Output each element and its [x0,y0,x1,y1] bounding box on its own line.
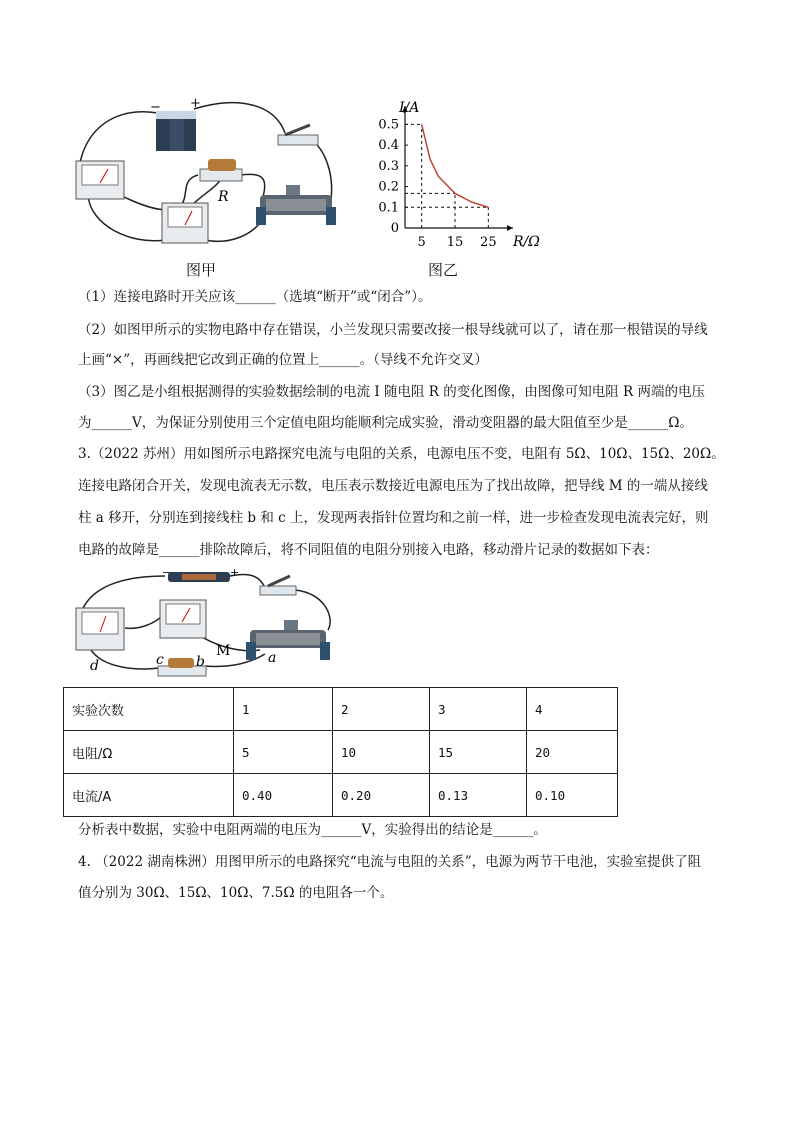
table-cell: 电流/A [64,774,234,817]
table-cell: 0.10 [527,774,618,817]
figure-caption-left: 图甲 [186,261,217,279]
x-axis-label: R/Ω [513,234,540,250]
table-row [64,731,618,774]
q4-line2: 值分别为 30Ω、15Ω、10Ω、7.5Ω 的电阻各一个。 [78,885,394,901]
battery2-plus: + [230,566,240,579]
resistor-label: R [218,189,229,205]
battery-icon-2 [168,572,230,582]
ammeter-icon [162,203,208,243]
circuit-figure-1 [70,95,350,255]
table-cell: 20 [527,731,618,774]
q2-part3-line1: （3）图乙是小组根据测得的实验数据绘制的电流 I 随电阻 R 的变化图像，由图像可知电阻 R 两端的电压 [78,384,705,400]
table-cell: 实验次数 [64,688,234,731]
y-tick-label: 0.2 [378,179,399,195]
q3-line4: 电路的故障是______排除故障后，将不同阻值的电阻分别接入电路，移动滑片记录的数据如下表： [78,542,659,558]
table-row [64,688,618,731]
switch-icon [278,125,318,145]
battery2-minus: − [162,566,172,579]
q3-line1: 3.（2022 苏州）用如图所示电路探究电流与电阻的关系，电源电压不变，电阻有 5Ω、10Ω、15Ω、20Ω。 [78,446,725,462]
ammeter-icon-2 [76,608,124,650]
after-table-text: 分析表中数据，实验中电阻两端的电压为______V，实验得出的结论是______。 [78,822,547,838]
table-cell: 0.20 [333,774,430,817]
table-cell: 3 [430,688,527,731]
x-tick-label: 25 [480,235,497,250]
voltmeter-icon [76,161,124,199]
x-tick-label: 5 [417,235,426,250]
battery-icon [156,111,196,151]
resistor-icon [200,159,242,181]
q2-part1: （1）连接电路时开关应该______（选填“断开”或“闭合”）。 [78,289,432,305]
battery-plus: + [190,96,201,111]
label-d: d [90,658,99,674]
table-row [64,774,618,817]
series-line [422,124,489,207]
y-tick-label: 0.3 [378,158,399,174]
y-tick-label: 0.5 [378,117,399,133]
table-cell: 10 [333,731,430,774]
rheostat-icon [256,185,336,225]
x-axis-arrow [507,225,513,231]
table-cell: 4 [527,688,618,731]
voltmeter-icon-2 [160,600,206,638]
table-cell: 2 [333,688,430,731]
x-tick-label: 15 [446,235,464,250]
switch-icon-2 [260,576,296,595]
q3-line3: 柱 a 移开，分别连到接线柱 b 和 c 上，发现两表指针位置均和之前一样，进一步检查发现电流表完好，则 [78,510,709,526]
q2-part2-line1: （2）如图甲所示的实物电路中存在错误，小兰发现只需要改接一根导线就可以了，请在那一根错误的导线 [78,322,708,338]
label-a: a [268,650,277,666]
y-tick-label: 0.4 [378,138,399,154]
table-cell: 电阻/Ω [64,731,234,774]
experiment-table [63,687,618,817]
q3-line2: 连接电路闭合开关，发现电流表无示数，电压表示数接近电源电压为了找出故障，把导线 M 的一端从接线 [78,478,708,494]
table-cell: 0.40 [234,774,333,817]
q2-part2-line2: 上画“×”，再画线把它改到正确的位置上______。（导线不允许交叉） [78,352,488,368]
y-axis-label: I/A [399,100,420,116]
battery-minus: − [150,100,161,115]
table-cell: 0.13 [430,774,527,817]
figure-caption-right: 图乙 [428,261,459,279]
table-cell: 15 [430,731,527,774]
q4-line1: 4. （2022 湖南株洲）用图甲所示的电路探究“电流与电阻的关系”，电源为两节干电池，实验室提供了阻 [78,854,702,870]
table-cell: 5 [234,731,333,774]
rheostat-icon-2 [246,620,330,660]
table-cell: 1 [234,688,333,731]
q2-part3-line2: 为______V，为保证分别使用三个定值电阻均能顺利完成实验，滑动变阻器的最大阻值至少是______Ω。 [78,415,693,431]
y-tick-label: 0.1 [378,200,399,216]
current-resistance-graph [360,100,540,255]
circuit-figure-2 [70,568,360,683]
y-tick-label: 0 [390,221,399,236]
label-b: b [196,654,205,670]
label-c: c [156,652,164,668]
label-M: M [216,643,231,659]
